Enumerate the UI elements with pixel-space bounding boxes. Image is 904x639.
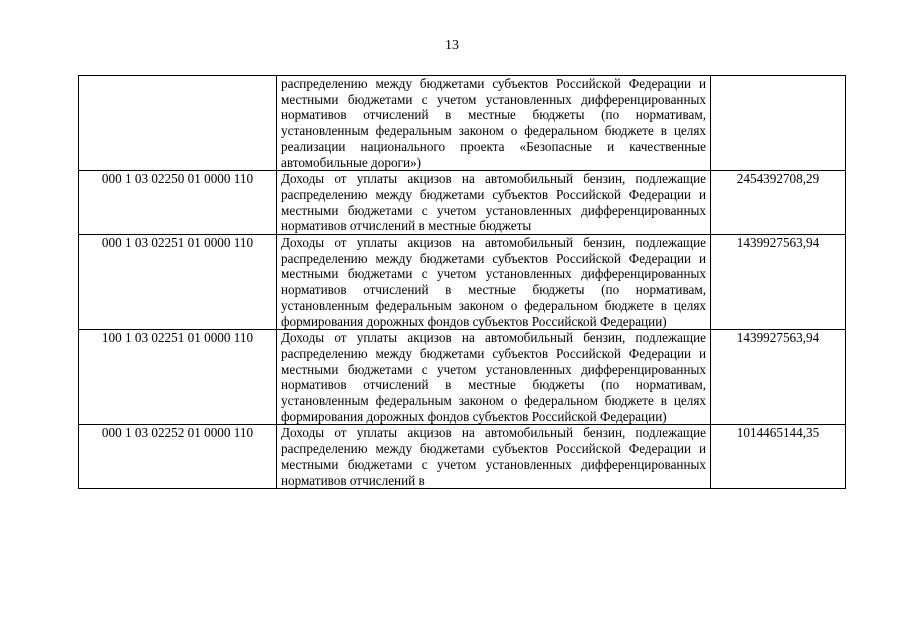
table-row	[79, 235, 846, 330]
budget-code-cell: 000 1 03 02252 01 0000 110	[79, 425, 277, 489]
budget-code-cell: 100 1 03 02251 01 0000 110	[79, 330, 277, 425]
table-row	[79, 76, 846, 171]
budget-code-cell: 000 1 03 02251 01 0000 110	[79, 235, 277, 330]
amount-cell: 1439927563,94	[711, 235, 846, 330]
revenue-description-cell: Доходы от уплаты акцизов на автомобильный бензин, подлежащие распределению между бюджетами субъектов Российской Федерации и местными бюджетами с учетом установленных дифференцированных нормативов отчислений в	[277, 425, 711, 489]
amount-cell: 2454392708,29	[711, 171, 846, 235]
budget-code-cell	[79, 76, 277, 171]
amount-cell: 1014465144,35	[711, 425, 846, 489]
revenue-description-cell: распределению между бюджетами субъектов Российской Федерации и местными бюджетами с учетом установленных дифференцированных нормативов отчислений в местные бюджеты (по нормативам, установленным федеральным законом о федеральном бюджете в целях реализации национального проекта «Безопасные и качественные автомобильные дороги»)	[277, 76, 711, 171]
budget-code-cell: 000 1 03 02250 01 0000 110	[79, 171, 277, 235]
revenue-description-cell: Доходы от уплаты акцизов на автомобильный бензин, подлежащие распределению между бюджетами субъектов Российской Федерации и местными бюджетами с учетом установленных дифференцированных нормативов отчислений в местные бюджеты	[277, 171, 711, 235]
page-number: 13	[445, 38, 459, 53]
amount-cell: 1439927563,94	[711, 330, 846, 425]
revenue-table	[78, 75, 846, 489]
amount-cell	[711, 76, 846, 171]
table-row	[79, 425, 846, 489]
table-row	[79, 330, 846, 425]
table-row	[79, 171, 846, 235]
revenue-description-cell: Доходы от уплаты акцизов на автомобильный бензин, подлежащие распределению между бюджетами субъектов Российской Федерации и местными бюджетами с учетом установленных дифференцированных нормативов отчислений в местные бюджеты (по нормативам, установленным федеральным законом о федеральном бюджете в целях формирования дорожных фондов субъектов Российской Федерации)	[277, 235, 711, 330]
revenue-description-cell: Доходы от уплаты акцизов на автомобильный бензин, подлежащие распределению между бюджетами субъектов Российской Федерации и местными бюджетами с учетом установленных дифференцированных нормативов отчислений в местные бюджеты (по нормативам, установленным федеральным законом о федеральном бюджете в целях формирования дорожных фондов субъектов Российской Федерации)	[277, 330, 711, 425]
